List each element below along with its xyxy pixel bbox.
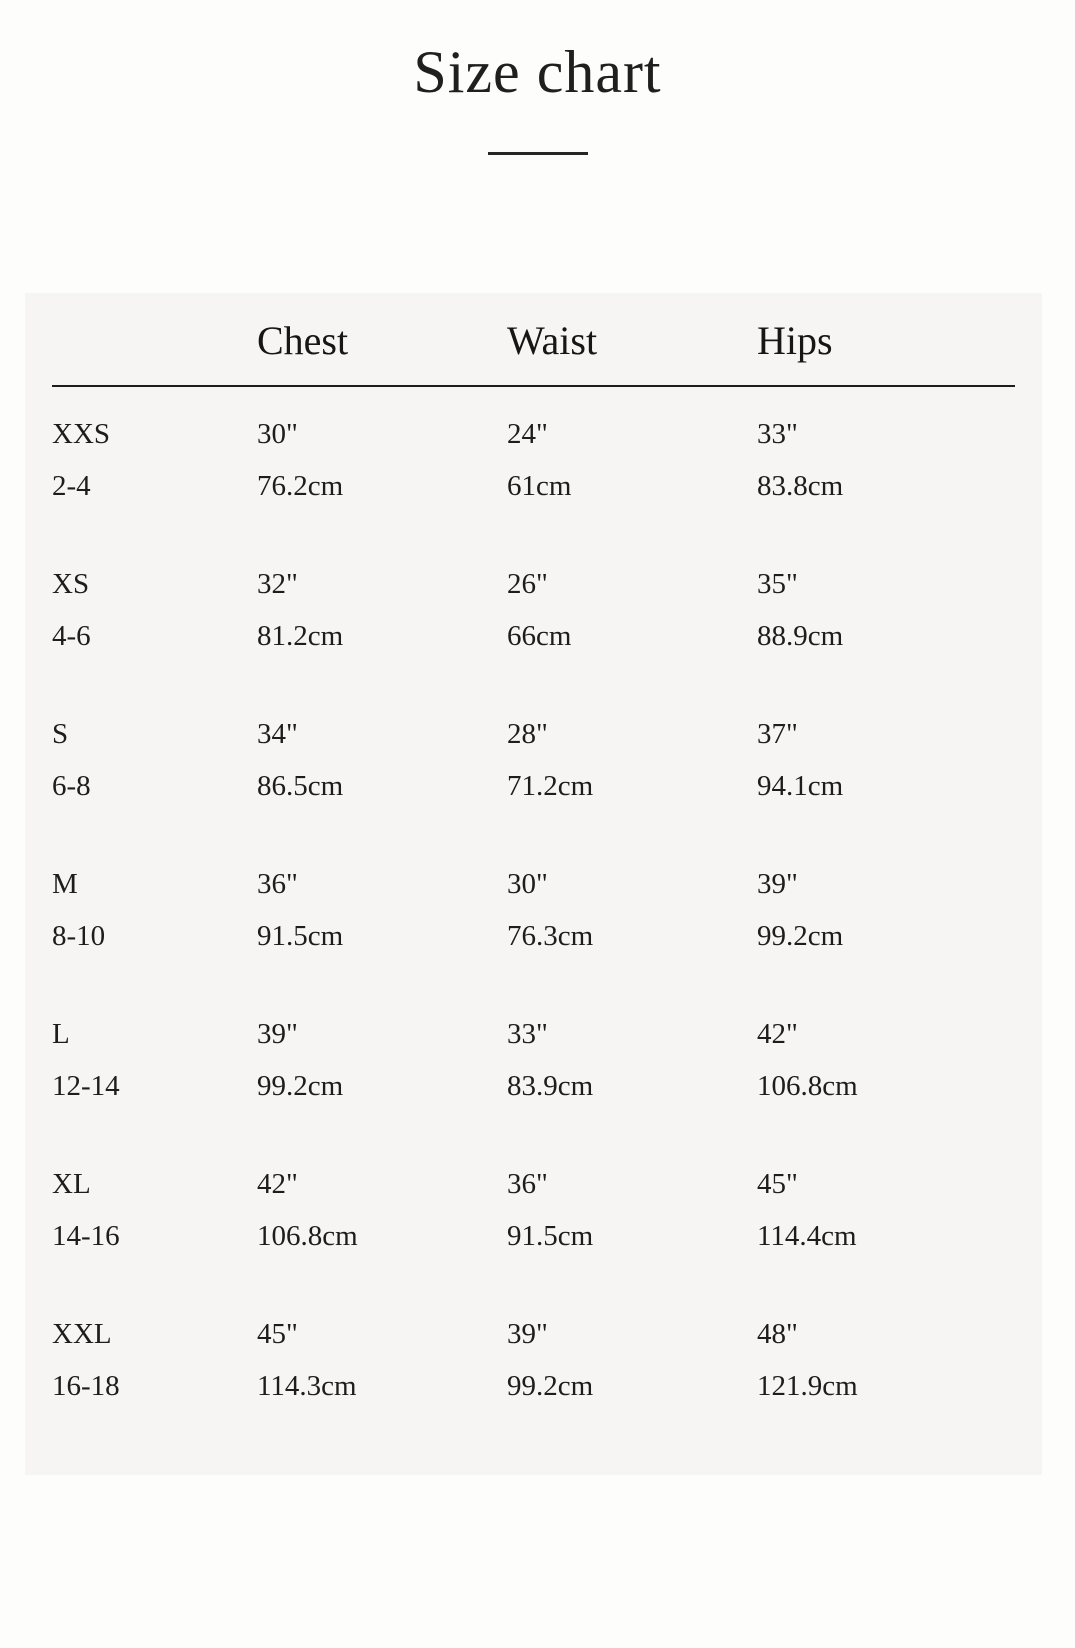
chest-inches: 30" — [257, 418, 298, 450]
table-row — [52, 1315, 1015, 1405]
hips-cell — [757, 715, 1015, 805]
hips-centimeters: 121.9cm — [757, 1370, 858, 1402]
size-label: S — [52, 718, 69, 750]
waist-cell — [507, 415, 757, 505]
size-cell — [52, 1315, 257, 1405]
hips-inches: 33" — [757, 418, 798, 450]
size-label: XL — [52, 1168, 91, 1200]
chest-centimeters: 99.2cm — [257, 1070, 344, 1102]
hips-cell — [757, 1015, 1015, 1105]
size-label: XXL — [52, 1318, 112, 1350]
hips-inches: 39" — [757, 868, 798, 900]
size-range: 6-8 — [52, 770, 91, 802]
hips-cell — [757, 1315, 1015, 1405]
hips-centimeters: 114.4cm — [757, 1220, 857, 1252]
size-range: 8-10 — [52, 920, 106, 952]
hips-inches: 45" — [757, 1168, 798, 1200]
chest-inches: 42" — [257, 1168, 298, 1200]
size-label: L — [52, 1018, 70, 1050]
table-row — [52, 565, 1015, 655]
waist-inches: 36" — [507, 1168, 548, 1200]
hips-cell — [757, 1165, 1015, 1255]
size-range: 4-6 — [52, 620, 91, 652]
chest-cell — [257, 1165, 507, 1255]
chest-inches: 34" — [257, 718, 298, 750]
hips-inches: 42" — [757, 1018, 798, 1050]
waist-inches: 28" — [507, 718, 548, 750]
waist-cell — [507, 1165, 757, 1255]
table-row — [52, 415, 1015, 505]
hips-inches: 35" — [757, 568, 798, 600]
waist-centimeters: 99.2cm — [507, 1370, 594, 1402]
chest-centimeters: 86.5cm — [257, 770, 344, 802]
hips-centimeters: 106.8cm — [757, 1070, 858, 1102]
chest-inches: 45" — [257, 1318, 298, 1350]
size-range: 12-14 — [52, 1070, 120, 1102]
table-row — [52, 865, 1015, 955]
size-label: M — [52, 868, 78, 900]
waist-inches: 30" — [507, 868, 548, 900]
hips-centimeters: 94.1cm — [757, 770, 844, 802]
table-row — [52, 715, 1015, 805]
chest-cell — [257, 715, 507, 805]
waist-centimeters: 71.2cm — [507, 770, 594, 802]
chest-centimeters: 81.2cm — [257, 620, 344, 652]
chest-centimeters: 114.3cm — [257, 1370, 357, 1402]
size-chart-panel — [25, 293, 1042, 1475]
hips-centimeters: 88.9cm — [757, 620, 844, 652]
waist-cell — [507, 865, 757, 955]
size-cell — [52, 565, 257, 655]
table-header-row — [52, 293, 1015, 387]
waist-centimeters: 66cm — [507, 620, 572, 652]
hips-cell — [757, 565, 1015, 655]
chest-cell — [257, 565, 507, 655]
size-range: 2-4 — [52, 470, 91, 502]
chest-centimeters: 76.2cm — [257, 470, 344, 502]
waist-inches: 26" — [507, 568, 548, 600]
table-body — [52, 415, 1015, 1405]
hips-cell — [757, 865, 1015, 955]
size-label: XS — [52, 568, 90, 600]
waist-centimeters: 83.9cm — [507, 1070, 594, 1102]
page-title: Size chart — [413, 39, 662, 105]
hips-centimeters: 99.2cm — [757, 920, 844, 952]
waist-cell — [507, 715, 757, 805]
size-cell — [52, 415, 257, 505]
table-row — [52, 1015, 1015, 1105]
chest-cell — [257, 1315, 507, 1405]
title-divider — [488, 152, 588, 155]
waist-centimeters: 61cm — [507, 470, 572, 502]
chest-cell — [257, 1015, 507, 1105]
chest-cell — [257, 865, 507, 955]
waist-centimeters: 76.3cm — [507, 920, 594, 952]
size-range: 16-18 — [52, 1370, 120, 1402]
header-hips: Hips — [757, 318, 833, 363]
size-range: 14-16 — [52, 1220, 120, 1252]
waist-centimeters: 91.5cm — [507, 1220, 594, 1252]
hips-inches: 37" — [757, 718, 798, 750]
hips-inches: 48" — [757, 1318, 798, 1350]
size-cell — [52, 715, 257, 805]
chest-cell — [257, 415, 507, 505]
waist-cell — [507, 1315, 757, 1405]
chest-centimeters: 106.8cm — [257, 1220, 358, 1252]
header-waist: Waist — [507, 318, 598, 363]
table-row — [52, 1165, 1015, 1255]
size-cell — [52, 865, 257, 955]
chest-inches: 32" — [257, 568, 298, 600]
waist-inches: 33" — [507, 1018, 548, 1050]
waist-inches: 39" — [507, 1318, 548, 1350]
header-chest: Chest — [257, 318, 349, 363]
size-label: XXS — [52, 418, 111, 450]
chest-inches: 39" — [257, 1018, 298, 1050]
size-cell — [52, 1015, 257, 1105]
waist-cell — [507, 565, 757, 655]
hips-centimeters: 83.8cm — [757, 470, 844, 502]
hips-cell — [757, 415, 1015, 505]
chest-inches: 36" — [257, 868, 298, 900]
size-cell — [52, 1165, 257, 1255]
waist-inches: 24" — [507, 418, 548, 450]
waist-cell — [507, 1015, 757, 1105]
chest-centimeters: 91.5cm — [257, 920, 344, 952]
